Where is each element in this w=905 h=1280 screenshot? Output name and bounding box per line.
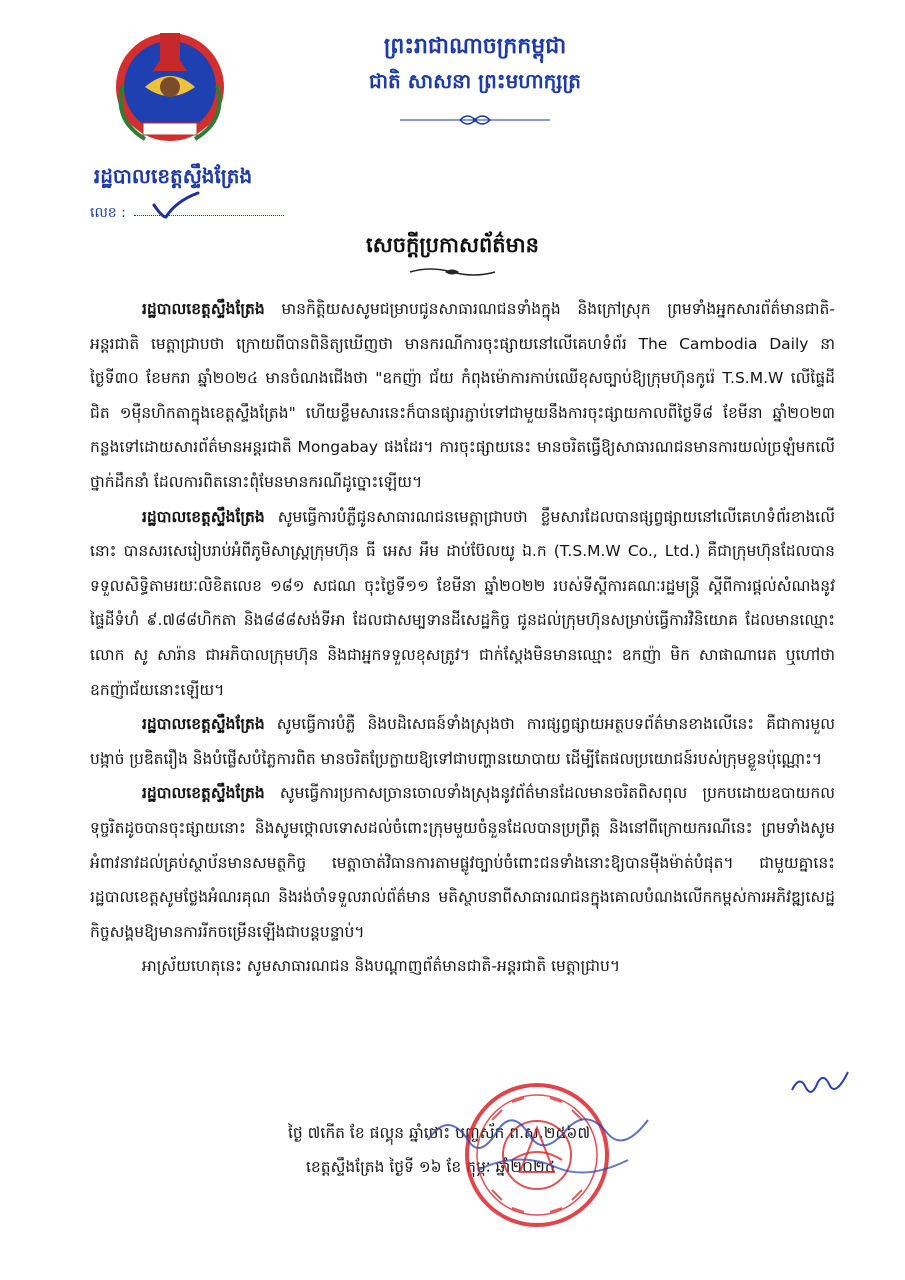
national-motto: ជាតិ សាសនា ព្រះមហាក្សត្រ (369, 69, 581, 93)
paragraph-2 (90, 500, 835, 708)
kingdom-name: ព្រះរាជាណាចក្រកម្ពុជា (383, 34, 567, 59)
paragraph-text: អាស្រ័យហេតុនេះ សូមសាធារណជន និងបណ្តាញព័ត៌មានជាតិ-អន្តរជាតិ មេត្តាជ្រាប។ (142, 957, 621, 976)
reference-label: លេខ : (90, 205, 126, 221)
signature-initial-icon (790, 1068, 850, 1102)
emblem-logo (105, 25, 235, 160)
administration-name: រដ្ឋបាលខេត្តស្ទឹងត្រែង (93, 164, 253, 188)
paragraph-lead: រដ្ឋបាលខេត្តស្ទឹងត្រែង (142, 715, 265, 734)
solar-date: ខេត្តស្ទឹងត្រែង ថ្ងៃទី ១៦ ខែ កុម្ភៈ ឆ្នាំ២០២៤ (306, 1158, 556, 1176)
paragraph-text: មានកិត្តិយសសូមជម្រាបជូនសាធារណជនទាំងក្នុង និងក្រៅស្រុក ព្រមទាំងអ្នកសារព័ត៌មានជាតិ-អន្តរជាតិ មេត្តាជ្រាបថា ក្រោយពីបានពិនិត្យឃើញថា មានករណីការចុះផ្សាយនៅលើគេហទំព័រ The Cambodia Daily នាថ្ងៃទី៣០ ខែមករា ឆ្នាំ២០២៤ មានចំណងជើងថា "ឧកញ៉ា ជ័យ កំពុងម៉ោការកាប់ឈើខុសច្បាប់ឱ្យក្រុមហ៊ុនកូរ៉េ T.S.M.W លើផ្ទៃដីជិត ១ម៉ឺនហិកតាក្នុងខេត្តស្ទឹងត្រែង" ហើយខ្លឹមសារនេះក៏បានផ្សារភ្ជាប់ទៅជាមួយនឹងការចុះផ្សាយកាលពីថ្ងៃទី៨ ខែមីនា ឆ្នាំ២០២៣ កន្លងទៅដោយសារព័ត៌មានអន្តរជាតិ Mongabay ផងដែរ។ ការចុះផ្សាយនេះ មានចរិតធ្វើឱ្យសាធារណជនមានការយល់ច្រឡំមកលើថ្នាក់ដឹកនាំ ដែលការពិតនោះពុំមែនមានករណីដូច្នោះឡើយ។ (90, 300, 835, 491)
paragraph-1 (90, 292, 835, 500)
paragraph-text: សូមធ្វើការប្រកាសច្រានចោលទាំងស្រុងនូវព័ត៌មានដែលមានចរិតពិសពុល ប្រកបដោយឧបាយកលទុច្ចរិតដូចបានចុះផ្សាយនោះ និងសូមថ្កោលទោសដល់ចំពោះក្រុមមួយចំនួនដែលបានប្រព្រឹត្ត និងនៅពីក្រោយករណីនេះ ព្រមទាំងសូមអំពាវនាវដល់គ្រប់ស្ថាប័នមានសមត្ថកិច្ច មេត្តាចាត់វិធានការតាមផ្លូវច្បាប់ចំពោះជនទាំងនោះឱ្យបានម៉ឺងម៉ាត់បំផុត។ ជាមួយគ្នានេះរដ្ឋបាលខេត្តសូមថ្លែងអំណរគុណ និងរង់ចាំទទួលរាល់ព័ត៌មាន មតិស្ថាបនាពីសាធារណជនក្នុងគោលបំណងលើកកម្ពស់ការអភិវឌ្ឍសេដ្ឋកិច្ចសង្គមឱ្យមានការរីកចម្រើនឡើងជាបន្តបន្ទាប់។ (90, 784, 835, 941)
paragraph-4 (90, 776, 835, 949)
paragraph-5 (90, 949, 835, 984)
ornament-icon (405, 266, 500, 278)
paragraph-lead: រដ្ឋបាលខេត្តស្ទឹងត្រែង (142, 784, 265, 803)
signature-icon (418, 1100, 658, 1190)
lunar-date: ថ្ងៃ ៧កើត ខែ ផល្គុន ឆ្នាំថោះ បញ្ចស័ក ព.ស.២៥៦៧ (288, 1124, 591, 1142)
paragraph-3 (90, 707, 835, 776)
document-title: សេចក្តីប្រកាសព័ត៌មាន (366, 233, 539, 257)
paragraph-text: សូមធ្វើការបំភ្លឺ និងបដិសេធន៍ទាំងស្រុងថា ការផ្សព្វផ្សាយអត្ថបទព័ត៌មានខាងលើនេះ គឺជាការមួលបង្កាច់ ប្រឌិតរឿង និងបំផ្លើសបំភ្លៃការពិត មានចរិតប្រែក្លាយឱ្យទៅជាបញ្ហានយោបាយ ដើម្បីតែផលប្រយោជន៍របស់ក្រុមខ្លួនប៉ុណ្ណោះ។ (90, 715, 835, 768)
paragraph-lead: រដ្ឋបាលខេត្តស្ទឹងត្រែង (142, 507, 265, 526)
body-text (90, 292, 835, 984)
reference-number (90, 203, 290, 225)
ornament-icon (400, 112, 550, 128)
paragraph-text: សូមធ្វើការបំភ្លឺជូនសាធារណជនមេត្តាជ្រាបថា ខ្លឹមសារដែលបានផ្សព្វផ្សាយនៅលើគេហទំព័រខាងលើនោះ បានសរសេរៀបរាប់អំពីភូមិសាស្ត្រក្រុមហ៊ុន ធី អេស អឹម ដាប់ប៊ែលយូ ឯ.ក (T.S.M.W Co., Ltd.) គឺជាក្រុមហ៊ុនដែលបានទទួលសិទ្ធិតាមរយៈលិខិតលេខ ១៨១ សជណ ចុះថ្ងៃទី១១ ខែមីនា ឆ្នាំ២០២២ របស់ទីស្តីការគណៈរដ្ឋមន្ត្រី ស្តីពីការផ្តល់សំណងនូវផ្ទៃដីទំហំ ៩.៧៨៨ហិកតា និង៨៨៨សង់ទីអា ដែលជាសម្បទានដីសេដ្ឋកិច្ច ជូនដល់ក្រុមហ៊ុនសម្រាប់ធ្វើការវិនិយោគ ដែលមានឈ្មោះលោក សូ សារ៉ាន ជាអភិបាលក្រុមហ៊ុន និងជាអ្នកទទួលខុសត្រូវ។ ជាក់ស្តែងមិនមានឈ្មោះ ឧកញ៉ា មិក សាផាណារេត ឬហៅថាឧកញ៉ាជ័យនោះឡើយ។ (90, 507, 835, 699)
paragraph-lead: រដ្ឋបាលខេត្តស្ទឹងត្រែង (142, 300, 265, 318)
kingdom-heading (300, 32, 650, 96)
check-mark-icon (150, 191, 200, 221)
